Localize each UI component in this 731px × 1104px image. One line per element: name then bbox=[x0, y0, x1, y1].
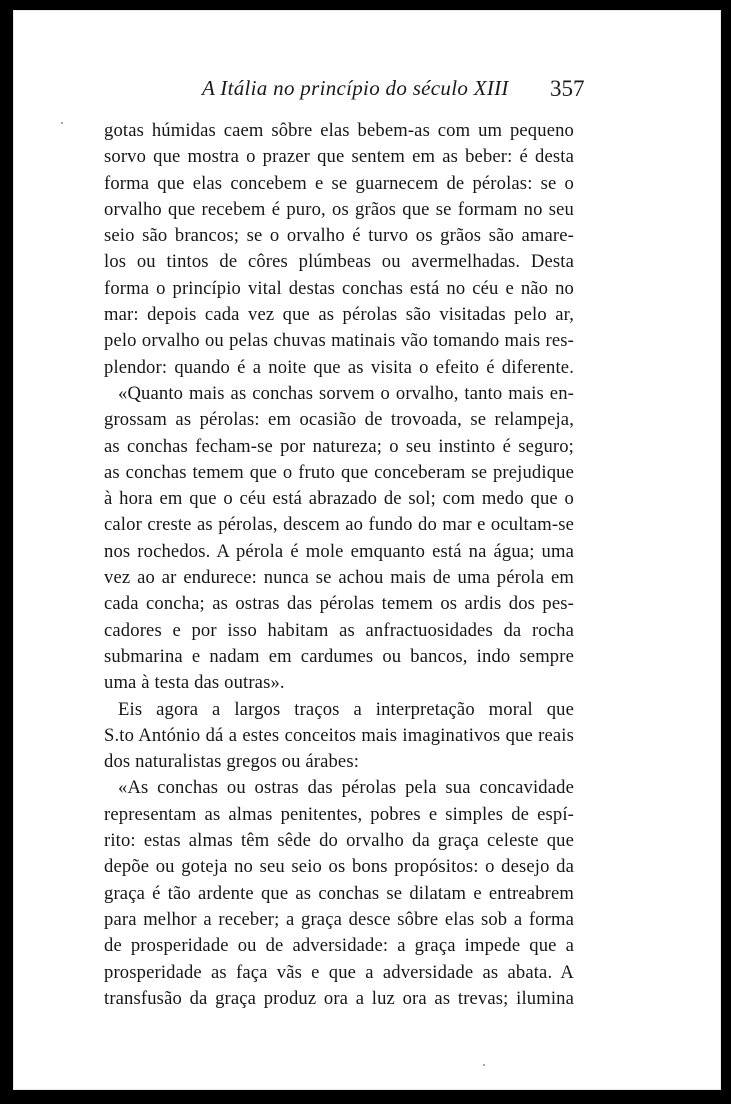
text-line: graça é tão ardente que as conchas se dilatam e entreabrem bbox=[104, 882, 574, 904]
text-line: vez ao ar endurece: nunca se achou mais de uma pérola em bbox=[104, 567, 574, 589]
text-line: de prosperidade ou de adversidade: a graça impede que a bbox=[104, 935, 574, 957]
text-line: nos rochedos. A pérola é mole emquanto está na água; uma bbox=[104, 540, 574, 562]
text-line: orvalho que recebem é puro, os grãos que se formam no seu bbox=[104, 198, 574, 220]
scan-speck bbox=[61, 122, 63, 124]
text-line: «Quanto mais as conchas sorvem o orvalho, tanto mais en- bbox=[118, 382, 574, 404]
text-line: dos naturalistas gregos ou árabes: bbox=[104, 751, 360, 773]
body-text bbox=[104, 118, 574, 1012]
text-line: para melhor a receber; a graça desce sôbre elas sob a forma bbox=[104, 908, 574, 930]
text-line: depõe ou goteja no seu seio os bons propósitos: o desejo da bbox=[104, 856, 574, 878]
running-title: A Itália no princípio do século XIII bbox=[202, 76, 509, 100]
text-line: à hora em que o céu está abrazado de sol; com medo que o bbox=[104, 488, 574, 510]
page-header bbox=[13, 72, 721, 106]
text-line: cada concha; as ostras das pérolas temem os ardis dos pes- bbox=[104, 593, 574, 615]
text-line: submarina e nadam em cardumes ou bancos, indo sempre bbox=[104, 645, 574, 667]
text-line: representam as almas penitentes, pobres e simples de espí- bbox=[104, 803, 574, 825]
text-line: los ou tintos de côres plúmbeas ou avermelhadas. Desta bbox=[104, 251, 574, 273]
text-line: sorvo que mostra o prazer que sentem em as beber: é desta bbox=[104, 146, 574, 168]
text-line: S.to António dá a estes conceitos mais imaginativos que reais bbox=[104, 724, 574, 746]
text-line: uma à testa das outras». bbox=[104, 672, 285, 694]
text-line: grossam as pérolas: em ocasião de trovoada, se relampeja, bbox=[104, 409, 574, 431]
page-number: 357 bbox=[550, 76, 585, 101]
text-line: rito: estas almas têm sêde do orvalho da graça celeste que bbox=[104, 830, 574, 852]
text-line: mar: depois cada vez que as pérolas são visitadas pelo ar, bbox=[104, 304, 574, 326]
text-line: pelo orvalho ou pelas chuvas matinais vão tomando mais res- bbox=[104, 330, 574, 352]
text-line: cadores e por isso habitam as anfractuosidades da rocha bbox=[104, 619, 574, 641]
text-line: forma que elas concebem e se guarnecem de pérolas: se o bbox=[104, 172, 574, 194]
text-line: seio são brancos; se o orvalho é turvo os grãos são amare- bbox=[104, 225, 574, 247]
text-line: as conchas temem que o fruto que conceberam se prejudique bbox=[104, 461, 574, 483]
scan-speck bbox=[483, 1064, 485, 1066]
text-line: transfusão da graça produz ora a luz ora as trevas; ilumina bbox=[104, 987, 574, 1009]
text-line: prosperidade as faça vãs e que a adversidade as abata. A bbox=[104, 961, 574, 983]
text-line: forma o princípio vital destas conchas está no céu e não no bbox=[104, 277, 574, 299]
book-page bbox=[13, 10, 721, 1090]
text-line: plendor: quando é a noite que as visita o efeito é diferente. bbox=[104, 356, 574, 378]
text-line: as conchas fecham-se por natureza; o seu instinto é seguro; bbox=[104, 435, 574, 457]
text-line: gotas húmidas caem sôbre elas bebem-as com um pequeno bbox=[104, 120, 574, 141]
text-line: calor creste as pérolas, descem ao fundo do mar e ocultam-se bbox=[104, 514, 574, 536]
text-line: Eis agora a largos traços a interpretação moral que bbox=[118, 698, 574, 720]
text-line: «As conchas ou ostras das pérolas pela sua concavidade bbox=[118, 777, 574, 799]
